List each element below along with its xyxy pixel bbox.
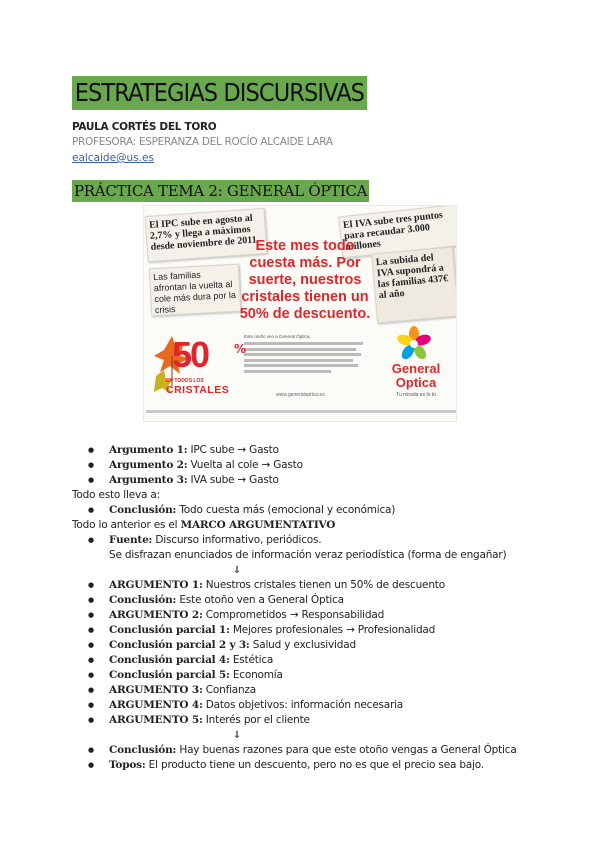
author-name: PAULA CORTÉS DEL TORO bbox=[72, 121, 217, 133]
down-arrow-icon: ⇓ bbox=[232, 730, 242, 741]
list-item-partial-2-3: ● Conclusión parcial 2 y 3: Salud y exclusividad bbox=[72, 638, 552, 653]
list-item-arg2: ● Argumento 2: Vuelta al cole → Gasto bbox=[72, 458, 552, 473]
email-link[interactable]: ealcaide@us.es bbox=[72, 152, 154, 164]
list-item-partial-1: ● Conclusión parcial 1: Mejores profesionales → Profesionalidad bbox=[72, 623, 552, 638]
list-item-argumento-5: ● ARGUMENTO 5: Interés por el cliente bbox=[72, 713, 552, 728]
discount-50: 50 bbox=[172, 334, 209, 375]
list-item-final-conclusion: ● Conclusión: Hay buenas razones para que este otoño vengas a General Óptica bbox=[72, 743, 552, 758]
advertisement-image bbox=[143, 205, 457, 422]
ad-headline: Este mes todo cuesta más. Por suerte, nuestros cristales tienen un 50% de descuento. bbox=[239, 238, 371, 322]
list-item-arg1: ● Argumento 1: IPC sube → Gasto bbox=[72, 443, 552, 458]
discount-percent: % bbox=[234, 342, 247, 356]
news-clipping-ipc: El IPC sube en agosto al 2,7% y llega a máximos desde noviembre de 2011 bbox=[145, 208, 268, 262]
brand-tagline: Tu mirada es lo tú bbox=[396, 392, 436, 398]
list-item-fuente: ● Fuente: Discurso informativo, periódicos. bbox=[72, 533, 552, 548]
leads-to-line: Todo esto lleva a: bbox=[72, 489, 160, 501]
list-item-arg3: ● Argumento 3: IVA sube → Gasto bbox=[72, 473, 552, 488]
list-item-conclusion: ● Conclusión: Todo cuesta más (emocional y económica) bbox=[72, 503, 552, 518]
list-item-topos: ● Topos: El producto tiene un descuento, pero no es que el precio sea bajo. bbox=[72, 758, 552, 773]
list-item-conclusion-1: ● Conclusión: Este otoño ven a General Óptica bbox=[72, 593, 552, 608]
list-item-argumento-4: ● ARGUMENTO 4: Datos objetivos: información necesaria bbox=[72, 698, 552, 713]
ad-url: www.generaloptica.es bbox=[276, 392, 325, 398]
news-clipping-school: Las familias afrontan la vuelta al cole más dura por la crisis bbox=[149, 264, 241, 317]
ad-body-intro: Este otoño ven a General Óptica, bbox=[244, 334, 311, 339]
down-arrow-icon: ⇓ bbox=[232, 565, 242, 576]
list-item-argumento-3: ● ARGUMENTO 3: Confianza bbox=[72, 683, 552, 698]
list-item-argumento-2: ● ARGUMENTO 2: Comprometidos → Responsabilidad bbox=[72, 608, 552, 623]
fuente-continuation: Se disfrazan enunciados de información veraz periodística (forma de engañar) bbox=[109, 549, 507, 561]
argument-list bbox=[72, 443, 552, 773]
ad-body-text bbox=[244, 334, 368, 375]
fine-print bbox=[146, 410, 456, 413]
list-item-partial-4: ● Conclusión parcial 4: Estética bbox=[72, 653, 552, 668]
general-optica-brand bbox=[380, 362, 452, 390]
news-clipping-iva-families: La subida del IVA supondrá a las familias 437€ al año bbox=[371, 247, 457, 324]
general-optica-logo-icon bbox=[396, 326, 432, 362]
section-title: PRÁCTICA TEMA 2: GENERAL ÓPTICA bbox=[74, 182, 368, 200]
news-clipping-iva: El IVA sube tres puntos para recaudar 3.000 millones bbox=[338, 205, 457, 258]
list-item-partial-5: ● Conclusión parcial 5: Economía bbox=[72, 668, 552, 683]
brand-line-2: Optica bbox=[395, 375, 437, 390]
ad-todos-label: EN TODOS LOS bbox=[166, 378, 204, 384]
professor-line: PROFESORA: ESPERANZA DEL ROCÍO ALCAIDE LARA bbox=[72, 136, 333, 148]
marco-line: Todo lo anterior es el MARCO ARGUMENTATIVO bbox=[72, 519, 336, 531]
brand-line-1: General bbox=[391, 361, 441, 376]
document-title: ESTRATEGIAS DISCURSIVAS bbox=[72, 76, 367, 110]
list-item-argumento-1: ● ARGUMENTO 1: Nuestros cristales tienen un 50% de descuento bbox=[72, 578, 552, 593]
ad-cristales-label: CRISTALES bbox=[166, 384, 230, 396]
